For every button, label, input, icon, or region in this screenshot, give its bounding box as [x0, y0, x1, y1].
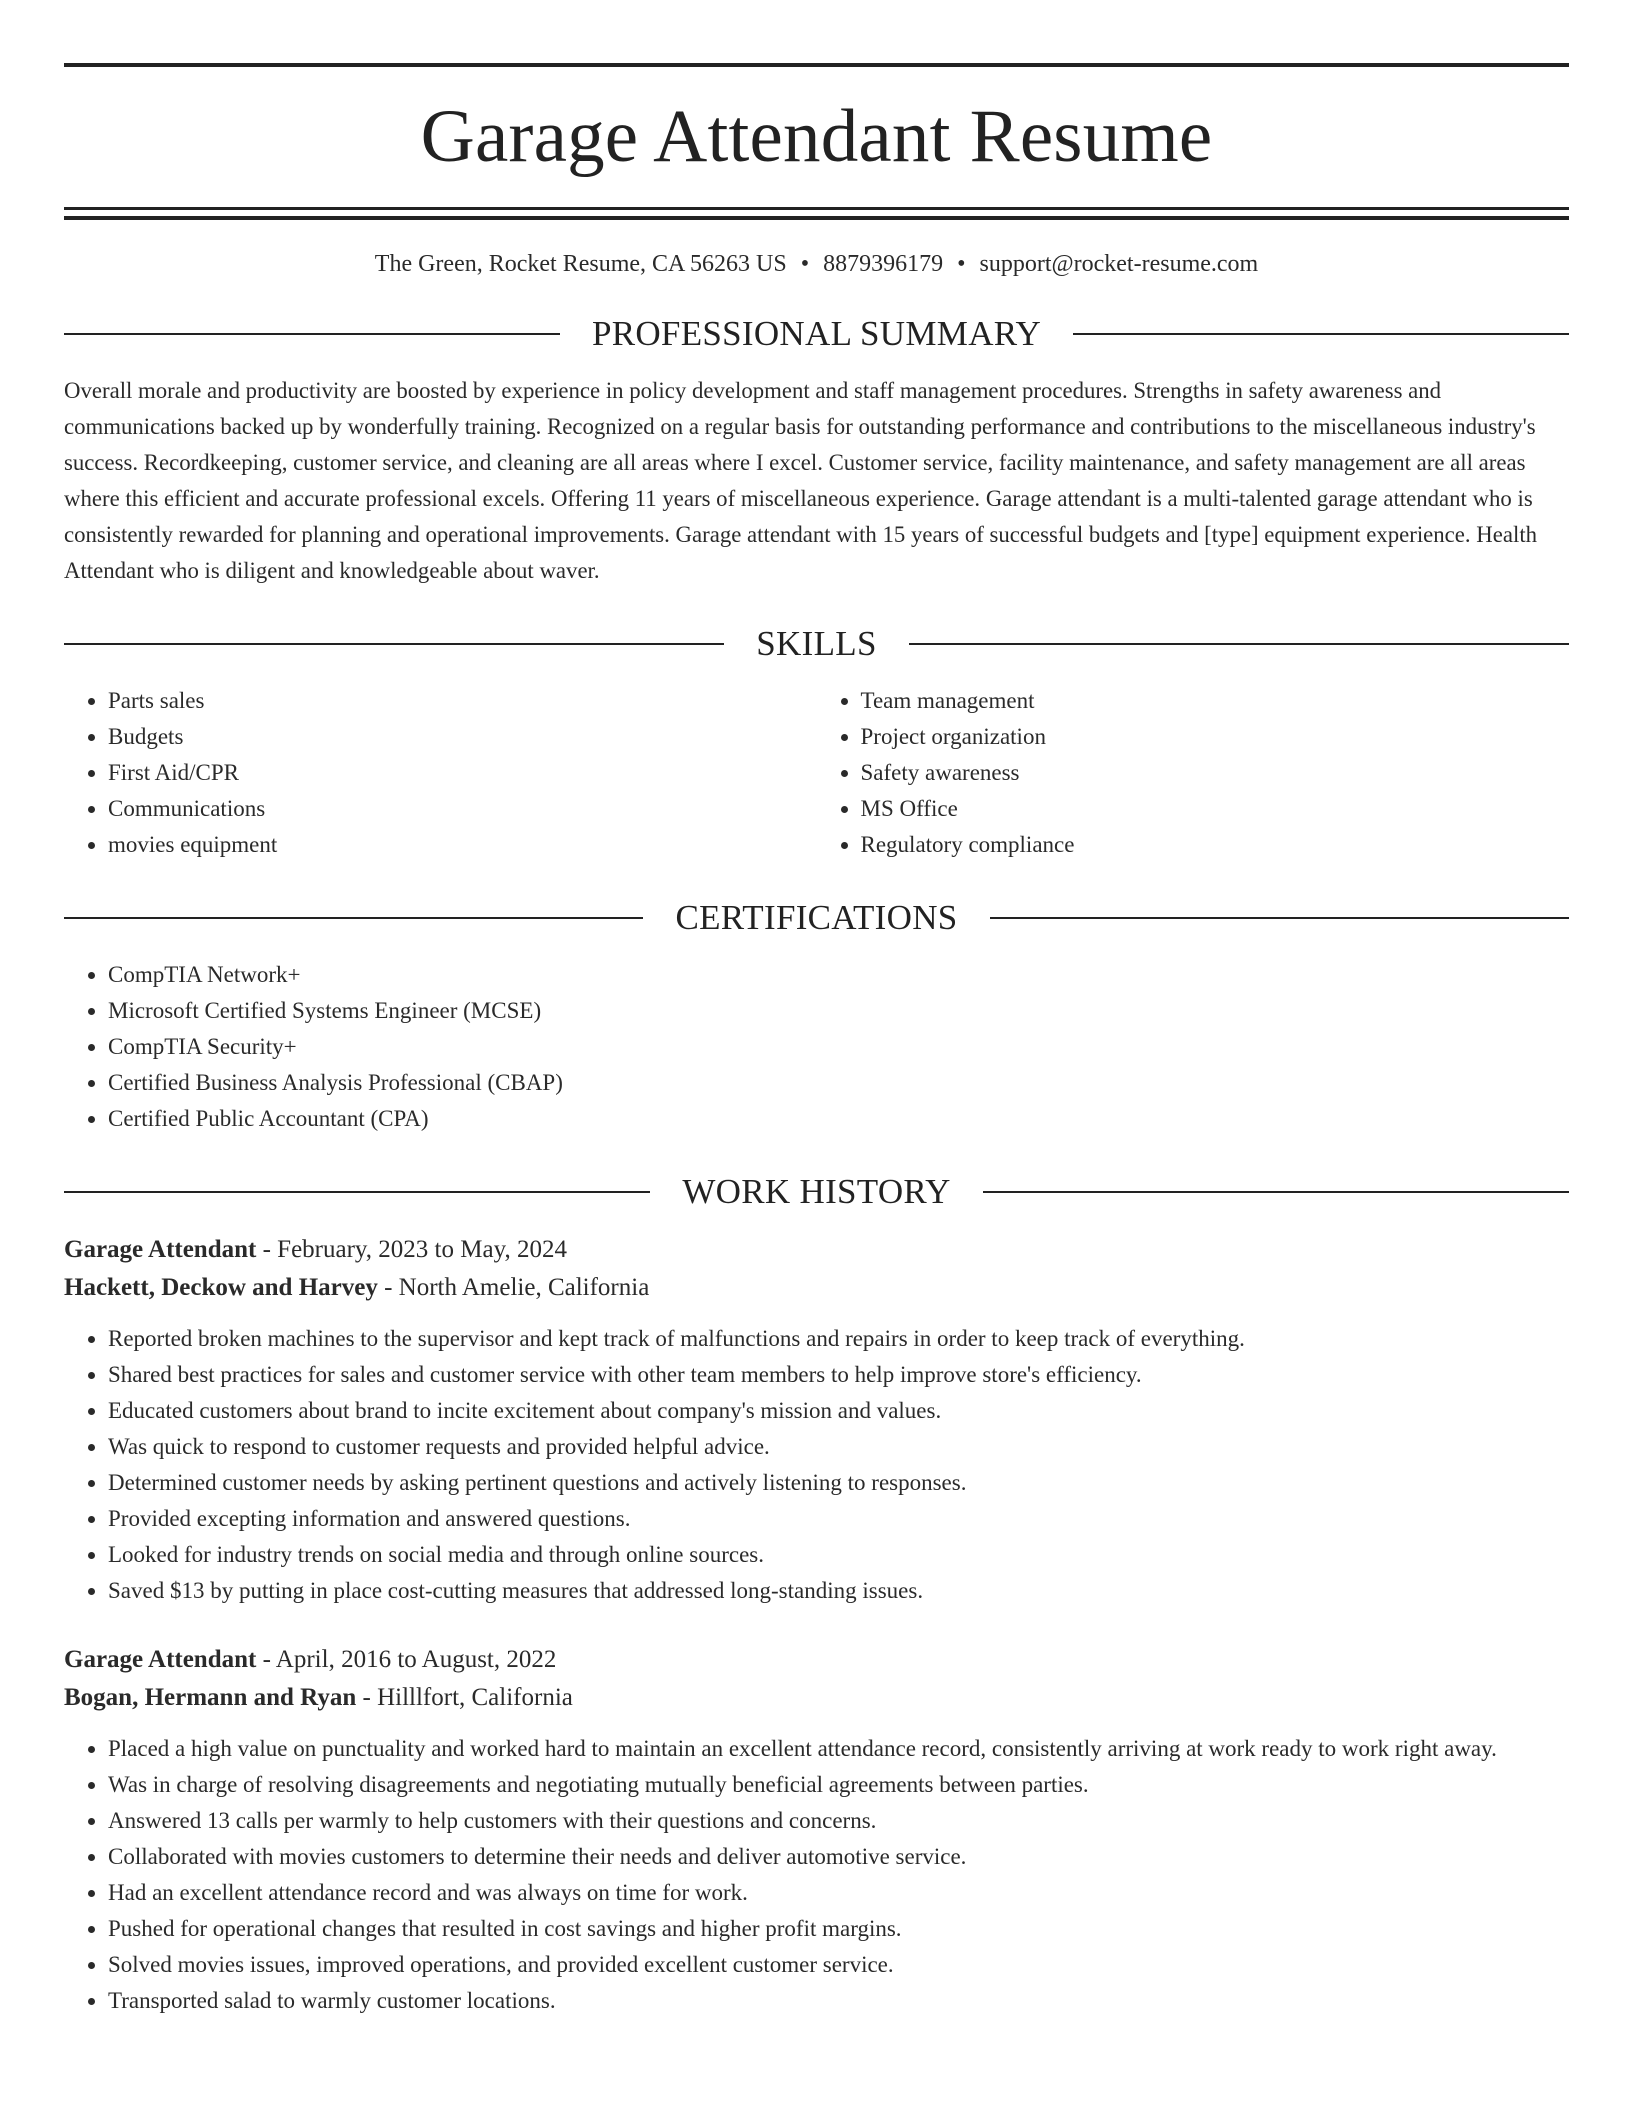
contact-address: The Green, Rocket Resume, CA 56263 US — [374, 251, 787, 277]
skill-item: • MS Office — [861, 791, 1570, 827]
job-bullet: • Transported salad to warmly customer locations. — [108, 1983, 1569, 2019]
job-location: - North Amelie, California — [377, 1274, 650, 1301]
section-title: CERTIFICATIONS — [675, 898, 958, 937]
contact-separator: • — [957, 251, 966, 277]
certification-item: • Microsoft Certified Systems Engineer (MCSE) — [108, 993, 1569, 1029]
section-header-certifications — [64, 893, 1569, 943]
job-bullet: • Was quick to respond to customer requests and provided helpful advice. — [108, 1429, 1569, 1465]
job-bullet: • Looked for industry trends on social media and through online sources. — [108, 1537, 1569, 1573]
job-bullet: • Provided excepting information and answered questions. — [108, 1501, 1569, 1537]
job-title: Garage Attendant — [64, 1236, 257, 1263]
resume-title: Garage Attendant Resume — [420, 95, 1213, 178]
section-header-work-history — [64, 1167, 1569, 1217]
skill-item: • First Aid/CPR — [108, 755, 817, 791]
job-bullets — [64, 1321, 1569, 1609]
skill-item: • movies equipment — [108, 827, 817, 863]
job-title-line — [64, 1641, 1569, 1679]
certifications-list — [64, 957, 1569, 1137]
job-entry — [64, 1231, 1569, 1609]
contact-separator: • — [800, 251, 810, 277]
certification-item: • Certified Business Analysis Professional (CBAP) — [108, 1065, 1569, 1101]
section-title: PROFESSIONAL SUMMARY — [591, 314, 1042, 353]
job-company-line — [64, 1679, 1569, 1717]
job-bullet: • Answered 13 calls per warmly to help customers with their questions and concerns. — [108, 1803, 1569, 1839]
job-dates: - February, 2023 to May, 2024 — [256, 1236, 567, 1263]
job-bullet: • Shared best practices for sales and customer service with other team members to help improve store's efficiency. — [108, 1357, 1569, 1393]
skill-item: • Project organization — [861, 719, 1570, 755]
skill-item: • Communications — [108, 791, 817, 827]
section-header-summary — [64, 309, 1569, 359]
section-title: WORK HISTORY — [682, 1172, 951, 1211]
skill-item: • Regulatory compliance — [861, 827, 1570, 863]
skill-item: • Budgets — [108, 719, 817, 755]
skills-column-right — [817, 683, 1570, 863]
job-entry — [64, 1641, 1569, 2019]
skill-item: • Safety awareness — [861, 755, 1570, 791]
certification-item: • CompTIA Network+ — [108, 957, 1569, 993]
job-company: Bogan, Hermann and Ryan — [64, 1684, 357, 1711]
certification-item: • Certified Public Accountant (CPA) — [108, 1101, 1569, 1137]
job-company: Hackett, Deckow and Harvey — [64, 1274, 378, 1301]
job-bullet: • Determined customer needs by asking pertinent questions and actively listening to responses. — [108, 1465, 1569, 1501]
job-bullet: • Educated customers about brand to incite excitement about company's mission and values. — [108, 1393, 1569, 1429]
section-title: SKILLS — [756, 624, 877, 663]
job-title: Garage Attendant — [64, 1646, 257, 1673]
section-header-skills — [64, 619, 1569, 669]
job-bullet: • Reported broken machines to the supervisor and kept track of malfunctions and repairs in order to keep track of everything. — [108, 1321, 1569, 1357]
contact-email[interactable]: support@rocket-resume.com — [979, 251, 1259, 277]
skill-item: • Team management — [861, 683, 1570, 719]
top-rule — [64, 63, 1569, 67]
resume-page — [64, 0, 1569, 2019]
contact-line — [64, 249, 1569, 279]
job-bullet: • Solved movies issues, improved operations, and provided excellent customer service. — [108, 1947, 1569, 1983]
job-company-line — [64, 1269, 1569, 1307]
job-bullet: • Placed a high value on punctuality and worked hard to maintain an excellent attendance record, consistently arriving at work ready to work right away. — [108, 1731, 1569, 1767]
job-bullet: • Pushed for operational changes that resulted in cost savings and higher profit margins. — [108, 1911, 1569, 1947]
job-bullet: • Was in charge of resolving disagreements and negotiating mutually beneficial agreements between parties. — [108, 1767, 1569, 1803]
professional-summary: Overall morale and productivity are boosted by experience in policy development and staff management procedures. Strengths in safety awareness and communications backed up by wonderfully training. Recognized on a regular basis for outstanding performance and contributions to the miscellaneous industry's success. Recordkeeping, customer service, and cleaning are all areas where I excel. Customer service, facility maintenance, and safety management are all areas where this efficient and accurate professional excels. Offering 11 years of miscellaneous experience. Garage attendant is a multi-talented garage attendant who is consistently rewarded for planning and operational improvements. Garage attendant with 15 years of successful budgets and [type] equipment experience. Health Attendant who is diligent and knowledgeable about waver. — [64, 378, 1538, 583]
job-location: - Hilllfort, California — [356, 1684, 573, 1711]
job-dates: - April, 2016 to August, 2022 — [256, 1646, 557, 1673]
contact-phone: 8879396179 — [823, 251, 944, 277]
job-bullets — [64, 1731, 1569, 2019]
skills-column-left — [64, 683, 817, 863]
job-title-line — [64, 1231, 1569, 1269]
job-bullet: • Had an excellent attendance record and was always on time for work. — [108, 1875, 1569, 1911]
certification-item: • CompTIA Security+ — [108, 1029, 1569, 1065]
title-double-rule — [64, 207, 1569, 220]
job-bullet: • Saved $13 by putting in place cost-cutting measures that addressed long-standing issues. — [108, 1573, 1569, 1609]
skill-item: • Parts sales — [108, 683, 817, 719]
job-bullet: • Collaborated with movies customers to determine their needs and deliver automotive service. — [108, 1839, 1569, 1875]
skills-list — [64, 683, 1569, 863]
